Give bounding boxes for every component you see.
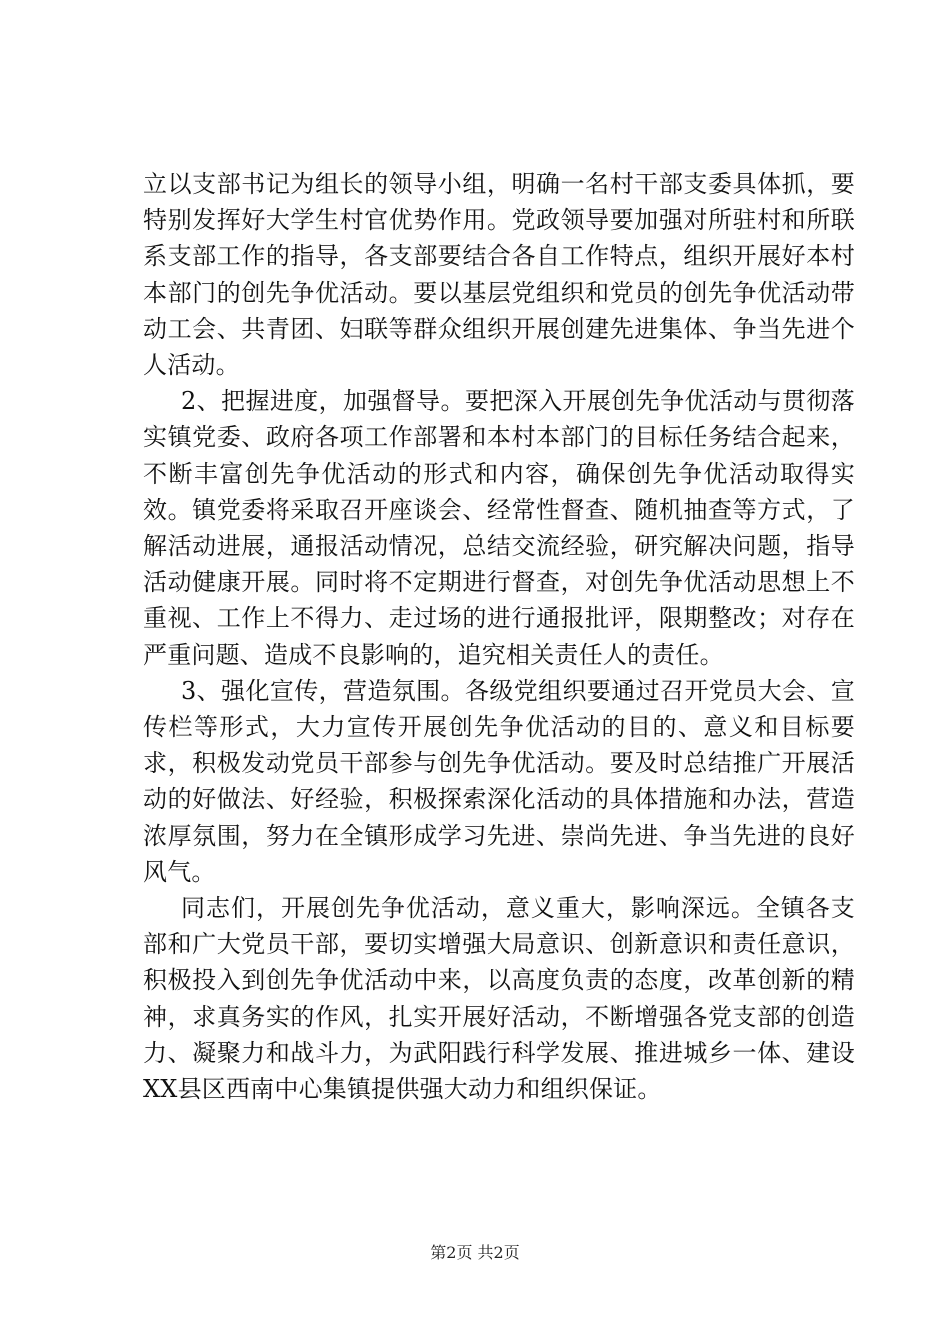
paragraph-continuation: 立以支部书记为组长的领导小组，明确一名村干部支委具体抓，要特别发挥好大学生村官优势作用。党政领导要加强对所驻村和所联系支部工作的指导，各支部要结合各自工作特点，组织开展好本村本部门的创先争优活动。要以基层党组织和党员的创先争优活动带动工会、共青团、妇联等群众组织开展创建先进集体、争当先进个人活动。 — [143, 170, 855, 380]
paragraph-closing: 同志们，开展创先争优活动，意义重大，影响深远。全镇各支部和广大党员干部，要切实增强大局意识、创新意识和责任意识，积极投入到创先争优活动中来，以高度负责的态度，改革创新的精神，求真务实的作风，扎实开展好活动，不断增强各党支部的创造力、凝聚力和战斗力，为武阳践行科学发展、推进城乡一体、建设XX县区西南中心集镇提供强大动力和组织保证。 — [143, 894, 855, 1104]
paragraph-item-2: 2、把握进度，加强督导。要把深入开展创先争优活动与贯彻落实镇党委、政府各项工作部署和本村本部门的目标任务结合起来，不断丰富创先争优活动的形式和内容，确保创先争优活动取得实效。镇党委将采取召开座谈会、经常性督查、随机抽查等方式，了解活动进展，通报活动情况，总结交流经验，研究解决问题，指导活动健康开展。同时将不定期进行督查，对创先争优活动思想上不重视、工作上不得力、走过场的进行通报批评，限期整改；对存在严重问题、造成不良影响的，追究相关责任人的责任。 — [143, 387, 855, 669]
document-body — [143, 166, 855, 1107]
page-number-footer: 第2页 共2页 — [430, 1243, 520, 1262]
paragraph-item-3: 3、强化宣传，营造氛围。各级党组织要通过召开党员大会、宣传栏等形式，大力宣传开展创先争优活动的目的、意义和目标要求，积极发动党员干部参与创先争优活动。要及时总结推广开展活动的好做法、好经验，积极探索深化活动的具体措施和办法，营造浓厚氛围，努力在全镇形成学习先进、崇尚先进、争当先进的良好风气。 — [143, 676, 855, 886]
